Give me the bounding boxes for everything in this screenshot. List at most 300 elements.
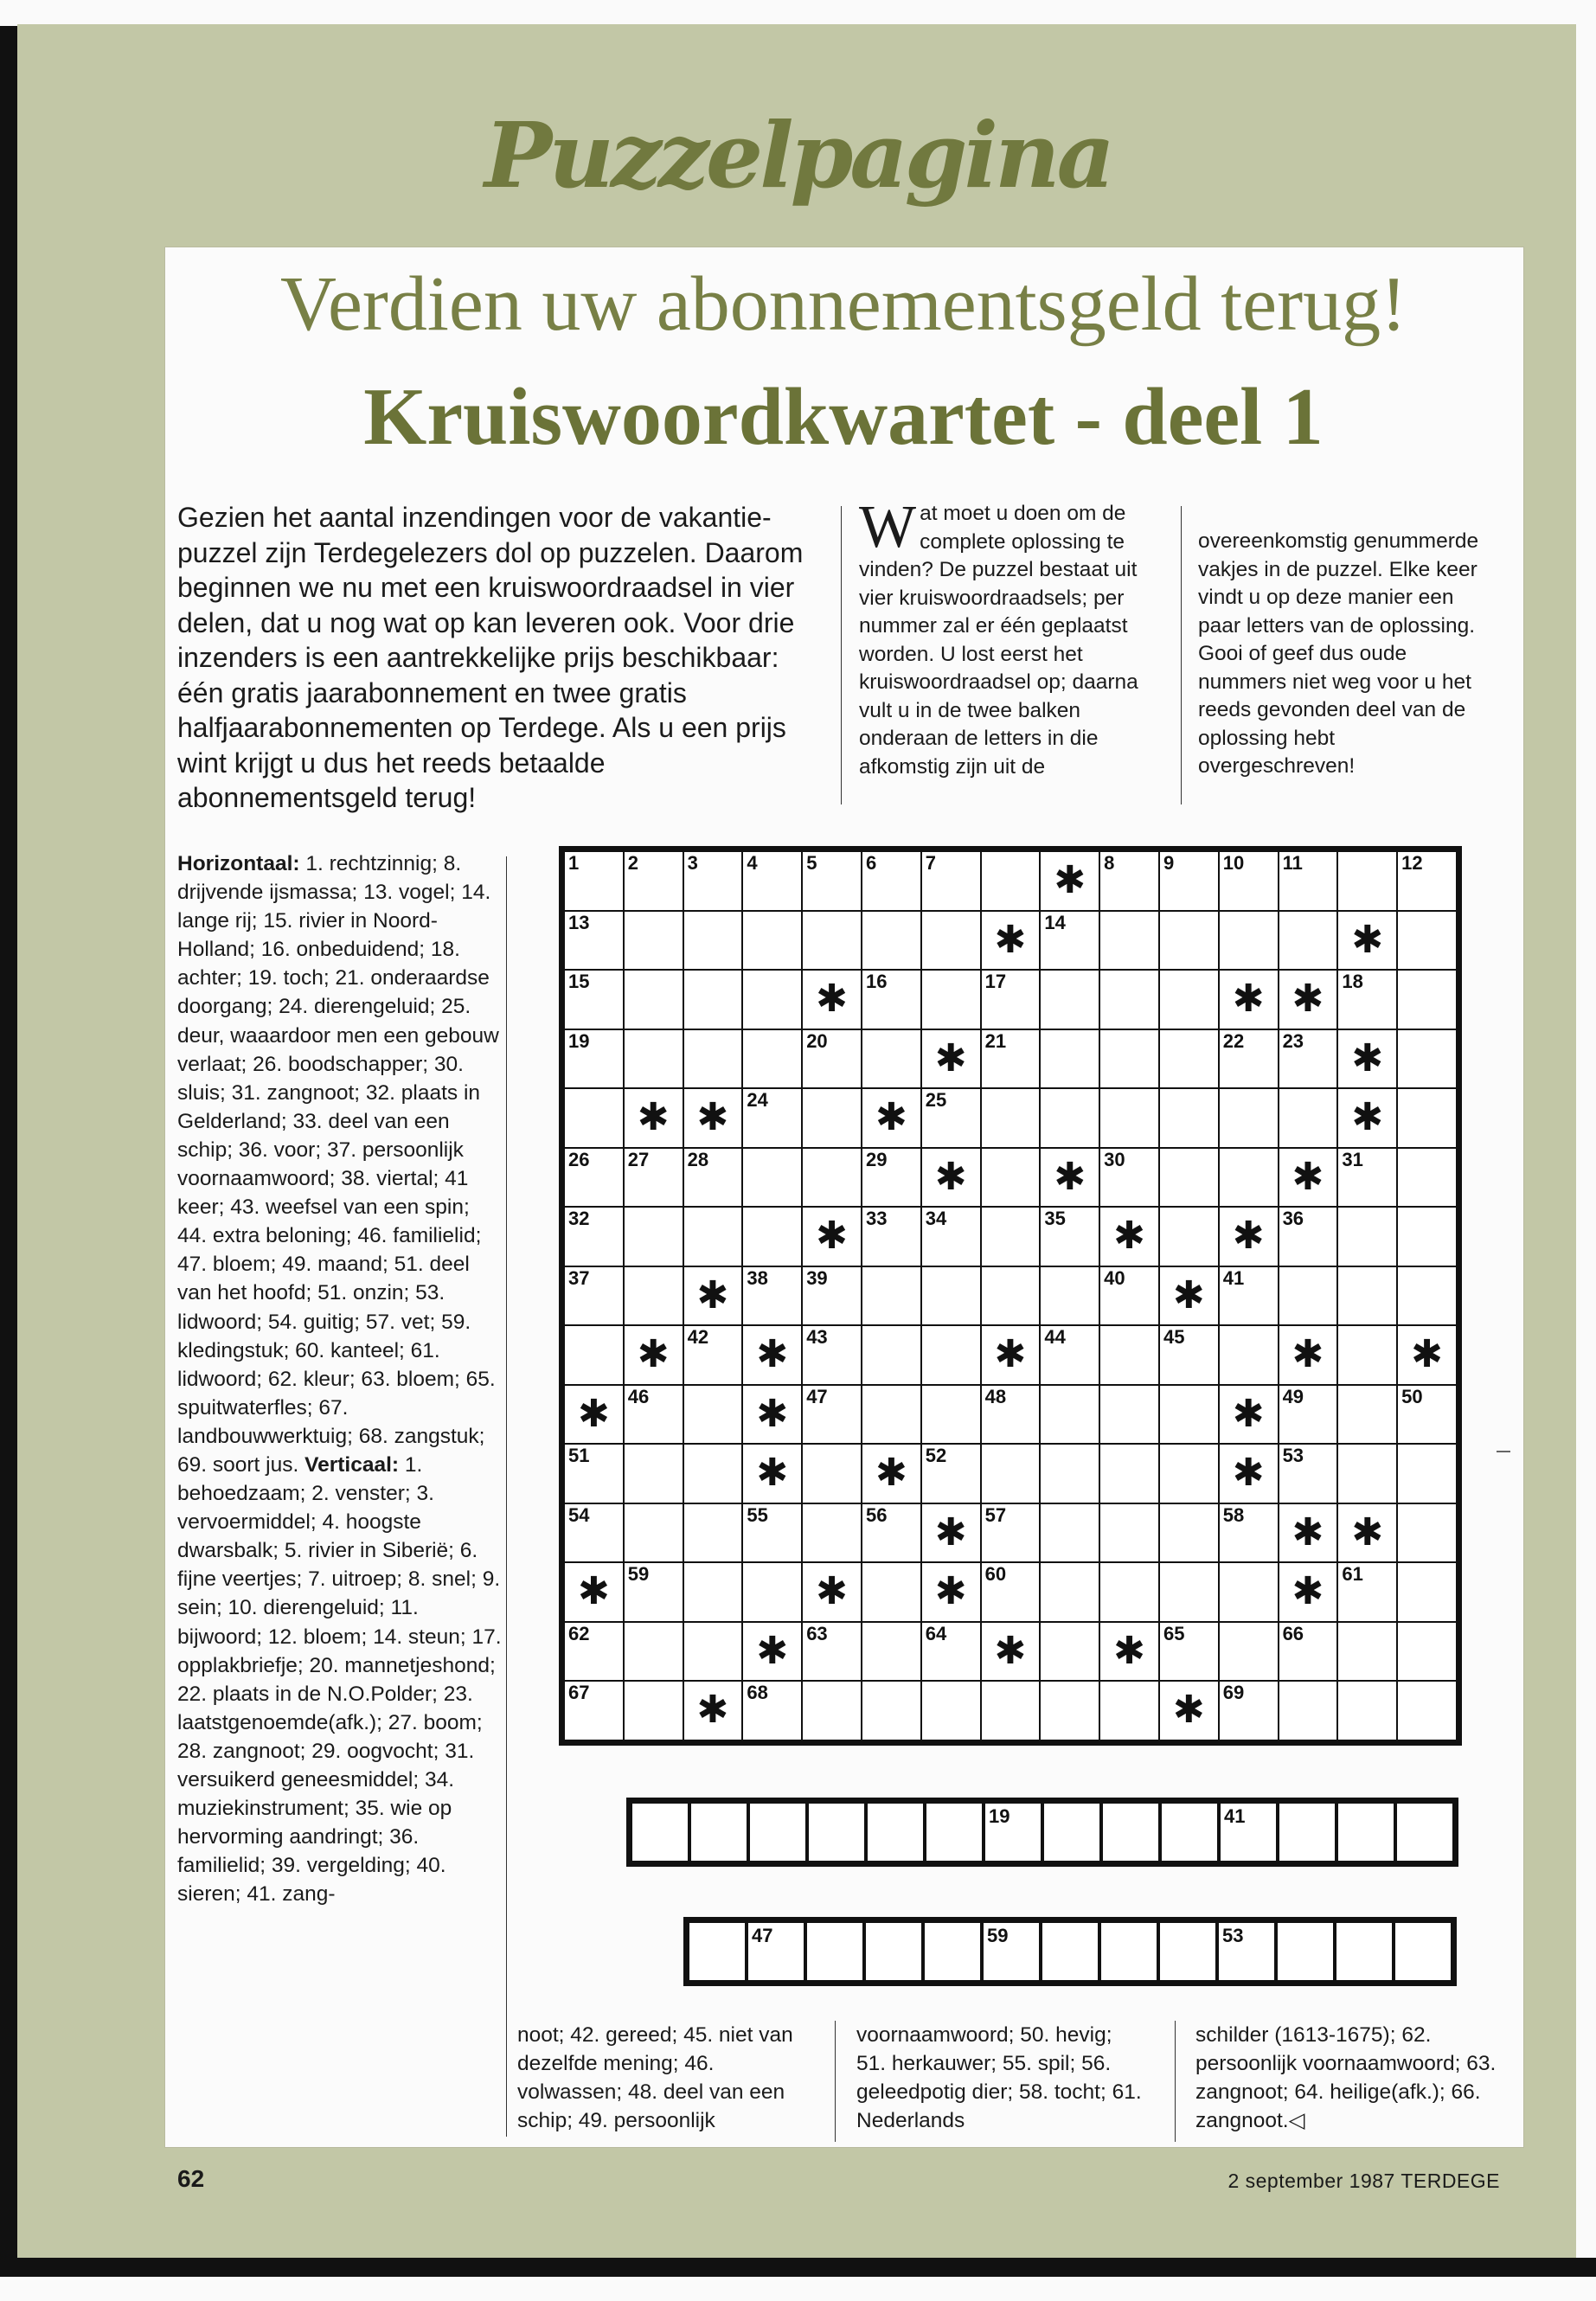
grid-cell[interactable] — [1041, 1445, 1099, 1503]
grid-cell[interactable] — [1100, 1386, 1158, 1444]
grid-cell[interactable] — [1338, 1267, 1396, 1325]
grid-cell[interactable] — [1338, 1623, 1396, 1681]
grid-cell[interactable] — [1160, 1030, 1218, 1088]
grid-cell[interactable] — [1279, 1386, 1337, 1444]
grid-cell[interactable] — [1398, 1208, 1456, 1266]
grid-cell[interactable] — [625, 1682, 683, 1740]
grid-cell[interactable] — [1160, 1089, 1218, 1147]
solution-cell[interactable] — [926, 1804, 982, 1861]
grid-cell[interactable] — [1160, 1208, 1218, 1266]
grid-cell[interactable] — [922, 1445, 980, 1503]
grid-cell[interactable] — [1041, 1030, 1099, 1088]
grid-cell[interactable] — [684, 852, 742, 910]
grid-cell[interactable] — [625, 912, 683, 970]
intro-text: Gezien het aantal inzendingen voor de vakantie-puzzel zijn Terdegelezers dol op puzzelen. Daarom beginnen we nu met een kruiswoordraadsel in vier delen, dat u nog wat op kan leveren ook. Voor drie inzenders is een aantrekkelijke prijs beschikbaar: één gratis jaarabonnement en twee gratis halfjaarabonnementen op Terdege. Als u een prijs wint krijgt u dus het reeds betaalde abonnementsgeld terug! — [177, 502, 804, 813]
grid-cell[interactable] — [982, 1149, 1040, 1207]
grid-cell[interactable] — [625, 1563, 683, 1621]
grid-cell[interactable] — [803, 1030, 861, 1088]
cell-number: 3 — [687, 852, 698, 874]
blocked-cell — [1100, 1623, 1158, 1681]
blocked-cell — [1220, 1208, 1278, 1266]
grid-cell[interactable] — [625, 971, 683, 1029]
grid-cell[interactable] — [684, 1149, 742, 1207]
grid-cell[interactable] — [743, 1563, 801, 1621]
grid-cell[interactable] — [1160, 852, 1218, 910]
blocked-cell — [803, 1563, 861, 1621]
grid-cell[interactable] — [1338, 1386, 1396, 1444]
grid-cell[interactable] — [1160, 1149, 1218, 1207]
grid-cell[interactable] — [1338, 1326, 1396, 1384]
asterisk-icon: ✱ — [1232, 1452, 1265, 1494]
grid-cell[interactable] — [565, 1682, 623, 1740]
clues-continuation-3: schilder (1613-1675); 62. persoonlijk voornaamwoord; 63. zangnoot; 64. heilige(afk.); 66. zangnoot.◁ — [1195, 2023, 1497, 2133]
cell-number: 12 — [1401, 852, 1423, 874]
grid-cell[interactable] — [982, 1445, 1040, 1503]
grid-cell[interactable] — [1398, 1386, 1456, 1444]
grid-cell[interactable] — [982, 971, 1040, 1029]
grid-cell[interactable] — [1279, 1030, 1337, 1088]
grid-cell[interactable] — [1220, 1326, 1278, 1384]
grid-cell[interactable] — [1041, 1563, 1099, 1621]
grid-cell[interactable] — [1279, 1267, 1337, 1325]
blocked-cell — [1398, 1326, 1456, 1384]
grid-cell[interactable] — [1100, 1504, 1158, 1562]
grid-cell[interactable] — [1160, 1504, 1218, 1562]
grid-cell[interactable] — [1160, 1563, 1218, 1621]
blocked-cell — [1279, 1504, 1337, 1562]
grid-cell[interactable] — [982, 1267, 1040, 1325]
clues-continuation-1: noot; 42. gereed; 45. niet van dezelfde mening; 46. volwassen; 48. deel van een schip; 49. persoonlijk — [517, 2023, 793, 2133]
grid-cell[interactable] — [922, 1208, 980, 1266]
solution-cell[interactable] — [1397, 1804, 1452, 1861]
grid-cell[interactable] — [982, 1682, 1040, 1740]
grid-cell[interactable] — [743, 1267, 801, 1325]
cell-number: 10 — [1222, 852, 1245, 874]
grid-cell[interactable] — [922, 852, 980, 910]
grid-cell[interactable] — [743, 852, 801, 910]
grid-cell[interactable] — [1398, 1682, 1456, 1740]
grid-cell[interactable] — [684, 1030, 742, 1088]
grid-cell[interactable] — [803, 912, 861, 970]
grid-cell[interactable] — [684, 1326, 742, 1384]
column-divider — [506, 856, 507, 2137]
grid-cell[interactable] — [565, 1267, 623, 1325]
solution-cell[interactable] — [868, 1804, 923, 1861]
grid-cell[interactable] — [1279, 1682, 1337, 1740]
grid-cell[interactable] — [803, 1682, 861, 1740]
cell-number: 55 — [747, 1503, 768, 1526]
solution-cell-number: 47 — [752, 1925, 773, 1946]
solution-cell[interactable] — [691, 1804, 747, 1861]
grid-cell[interactable] — [1338, 1682, 1396, 1740]
cell-number: 27 — [627, 1148, 650, 1170]
grid-cell[interactable] — [743, 1504, 801, 1562]
solution-bar-2 — [683, 1917, 1457, 1986]
grid-cell[interactable] — [1220, 1682, 1278, 1740]
grid-cell[interactable] — [565, 1030, 623, 1088]
cell-number: 33 — [865, 1208, 888, 1229]
grid-cell[interactable] — [862, 1623, 920, 1681]
asterisk-icon: ✱ — [934, 1570, 967, 1612]
grid-cell[interactable] — [743, 912, 801, 970]
solution-cell[interactable] — [689, 1923, 745, 1980]
grid-cell[interactable] — [862, 1386, 920, 1444]
blocked-cell — [743, 1386, 801, 1444]
grid-cell[interactable] — [1338, 971, 1396, 1029]
grid-cell[interactable] — [1279, 1089, 1337, 1147]
grid-cell[interactable] — [565, 1445, 623, 1503]
grid-cell[interactable] — [1279, 1623, 1337, 1681]
asterisk-icon: ✱ — [1054, 1155, 1086, 1198]
grid-cell[interactable] — [1279, 1445, 1337, 1503]
cell-number: 52 — [925, 1445, 947, 1466]
grid-cell[interactable] — [625, 1267, 683, 1325]
grid-cell[interactable] — [1338, 852, 1396, 910]
solution-cell[interactable] — [1278, 1923, 1333, 1980]
asterisk-icon: ✱ — [816, 977, 849, 1020]
cell-number: 11 — [1282, 852, 1303, 874]
grid-cell[interactable] — [862, 852, 920, 910]
grid-cell[interactable] — [922, 1326, 980, 1384]
grid-cell[interactable] — [1398, 1089, 1456, 1147]
solution-cell-number: 59 — [987, 1925, 1009, 1946]
grid-cell[interactable] — [862, 1504, 920, 1562]
grid-cell[interactable] — [1398, 852, 1456, 910]
grid-cell[interactable] — [1220, 1089, 1278, 1147]
cell-number: 19 — [568, 1029, 590, 1052]
grid-cell[interactable] — [803, 1386, 861, 1444]
grid-cell[interactable] — [625, 1504, 683, 1562]
grid-cell[interactable] — [1220, 912, 1278, 970]
grid-cell[interactable] — [1041, 1623, 1099, 1681]
solution-cell[interactable] — [750, 1804, 805, 1861]
horizontal-clues: 1. rechtzinnig; 8. drijvende ijsmassa; 13. vogel; 14. lange rij; 15. rivier in Noord-Holland; 16. onbeduidend; 18. achter; 19. toch; 21. onderaardse doorgang; 24. dierengeluid; 25. deur, waaardoor men een gebouw verlaat; 26. boodschapper; 30. sluis; 31. zangnoot; 32. plaats in Gelderland; 33. deel van een schip; 36. voor; 37. persoonlijk voornaamwoord; 38. viertal; 41 keer; 43. weefsel van een spin; 44. extra beloning; 46. familielid; 47. bloem; 49. maand; 51. deel van het hoofd; 51. onzin; 53. lidwoord; 54. guitig; 57. vet; 59. kledingstuk; 60. kanteel; 61. lidwoord; 62. kleur; 63. bloem; 65. spuitwaterfles; 67. landbouwwerktuig; 68. zangstuk; 69. soort jus. — [177, 852, 499, 1477]
grid-cell[interactable] — [803, 1267, 861, 1325]
grid-cell[interactable] — [684, 971, 742, 1029]
cell-number: 2 — [627, 852, 639, 874]
grid-cell[interactable] — [1279, 1208, 1337, 1266]
grid-cell[interactable] — [1160, 912, 1218, 970]
solution-cell[interactable] — [807, 1923, 862, 1980]
grid-cell[interactable] — [1160, 1623, 1218, 1681]
grid-cell[interactable] — [982, 1386, 1040, 1444]
grid-cell[interactable] — [922, 912, 980, 970]
grid-cell[interactable] — [1160, 1386, 1218, 1444]
grid-cell[interactable] — [743, 971, 801, 1029]
blocked-cell — [565, 1563, 623, 1621]
blocked-cell — [565, 1386, 623, 1444]
clues-column — [177, 849, 504, 1908]
blocked-cell — [982, 912, 1040, 970]
cell-number: 7 — [925, 852, 937, 874]
cell-number: 18 — [1342, 971, 1363, 992]
grid-cell[interactable] — [922, 1089, 980, 1147]
grid-cell[interactable] — [743, 1149, 801, 1207]
grid-cell[interactable] — [803, 1089, 861, 1147]
grid-cell[interactable] — [1398, 1623, 1456, 1681]
grid-cell[interactable] — [1100, 852, 1158, 910]
solution-cell[interactable] — [1160, 1923, 1215, 1980]
grid-cell[interactable] — [1100, 1563, 1158, 1621]
grid-cell[interactable] — [1100, 971, 1158, 1029]
howto-text-2: overeenkomstig genummerde vakjes in de puzzel. Elke keer vindt u op deze manier een paar letters van de oplossing. Gooi of geef dus oude nummers niet weg voor u het reeds gevonden deel van de oplossing hebt overgeschreven! — [1198, 529, 1479, 778]
scan-edge-bottom — [0, 2258, 1596, 2277]
grid-cell[interactable] — [862, 1149, 920, 1207]
grid-cell[interactable] — [1338, 1149, 1396, 1207]
grid-cell[interactable] — [862, 1563, 920, 1621]
grid-cell[interactable] — [1220, 1623, 1278, 1681]
grid-cell[interactable] — [982, 1208, 1040, 1266]
blocked-cell — [1160, 1682, 1218, 1740]
grid-cell[interactable] — [684, 1208, 742, 1266]
solution-cell[interactable] — [1279, 1804, 1335, 1861]
grid-cell[interactable] — [1041, 1504, 1099, 1562]
grid-cell[interactable] — [862, 971, 920, 1029]
grid-cell[interactable] — [625, 1030, 683, 1088]
grid-cell[interactable] — [1398, 971, 1456, 1029]
asterisk-icon: ✱ — [875, 1452, 907, 1494]
grid-cell[interactable] — [1041, 1386, 1099, 1444]
grid-cell[interactable] — [1100, 1267, 1158, 1325]
grid-cell[interactable] — [862, 1326, 920, 1384]
grid-cell[interactable] — [803, 1504, 861, 1562]
grid-cell[interactable] — [684, 1623, 742, 1681]
cell-number: 34 — [925, 1208, 947, 1229]
grid-cell[interactable] — [1160, 1445, 1218, 1503]
solution-cell[interactable] — [1338, 1804, 1394, 1861]
asterisk-icon: ✱ — [1232, 977, 1265, 1020]
grid-cell[interactable] — [565, 1089, 623, 1147]
grid-cell[interactable] — [1338, 1208, 1396, 1266]
grid-cell[interactable] — [565, 1326, 623, 1384]
solution-cell[interactable] — [985, 1804, 1041, 1861]
blocked-cell — [1279, 1149, 1337, 1207]
grid-cell[interactable] — [1398, 1149, 1456, 1207]
grid-cell[interactable] — [565, 1208, 623, 1266]
grid-cell[interactable] — [862, 1682, 920, 1740]
cell-number: 64 — [925, 1622, 947, 1644]
asterisk-icon: ✱ — [1054, 859, 1086, 901]
asterisk-icon: ✱ — [1172, 1273, 1205, 1317]
grid-cell[interactable] — [1100, 1089, 1158, 1147]
clues-continuation-2: voornaamwoord; 50. hevig; 51. herkauwer; 55. spil; 56. geleedpotig dier; 58. tocht; 61. Nederlands — [856, 2023, 1142, 2133]
grid-cell[interactable] — [1398, 1563, 1456, 1621]
blocked-cell — [1338, 912, 1396, 970]
blocked-cell — [1338, 1504, 1396, 1562]
cell-number: 13 — [568, 911, 590, 933]
grid-cell[interactable] — [565, 1149, 623, 1207]
grid-cell[interactable] — [1041, 1326, 1099, 1384]
solution-cell[interactable] — [1103, 1804, 1158, 1861]
cell-number: 69 — [1222, 1682, 1245, 1703]
asterisk-icon: ✱ — [756, 1333, 789, 1375]
solution-cell[interactable] — [748, 1923, 804, 1980]
grid-cell[interactable] — [1100, 1445, 1158, 1503]
grid-cell[interactable] — [1338, 1563, 1396, 1621]
asterisk-icon: ✱ — [816, 1215, 849, 1257]
grid-cell[interactable] — [1100, 912, 1158, 970]
cell-number: 9 — [1163, 852, 1175, 874]
cell-number: 68 — [747, 1682, 768, 1703]
grid-cell[interactable] — [743, 1089, 801, 1147]
grid-cell[interactable] — [625, 1208, 683, 1266]
vertical-clues: 1. behoedzaam; 2. venster; 3. vervoermiddel; 4. hoogste dwarsbalk; 5. rivier in Siberië; 6. fijne veertjes; 7. uitroep; 8. snel; 9. sein; 10. dierengeluid; 11. bijwoord; 12. bloem; 14. steun; 17. opplakbriefje; 20. mannetjeshond; 22. plaats in de N.O.Polder; 23. laatstgenoemde(afk.); 27. boom; 28. zangnoot; 29. oogvocht; 31. versuikerd geneesmiddel; 34. muziekinstrument; 35. wie op hervorming aandringt; 36. familielid; 39. vergelding; 40. sieren; 41. zang- — [177, 1452, 502, 1907]
blocked-cell — [862, 1445, 920, 1503]
grid-cell[interactable] — [1220, 852, 1278, 910]
cell-number: 40 — [1104, 1266, 1125, 1289]
grid-cell[interactable] — [565, 852, 623, 910]
asterisk-icon: ✱ — [875, 1096, 907, 1138]
grid-cell[interactable] — [1220, 1030, 1278, 1088]
grid-cell[interactable] — [1220, 1267, 1278, 1325]
asterisk-icon: ✱ — [1292, 1155, 1324, 1198]
grid-cell[interactable] — [684, 1386, 742, 1444]
grid-cell[interactable] — [1398, 1445, 1456, 1503]
blocked-cell — [1220, 1445, 1278, 1503]
grid-cell[interactable] — [684, 912, 742, 970]
grid-cell[interactable] — [1398, 1030, 1456, 1088]
grid-cell[interactable] — [982, 1030, 1040, 1088]
grid-cell[interactable] — [565, 1623, 623, 1681]
asterisk-icon: ✱ — [696, 1273, 729, 1317]
grid-cell[interactable] — [743, 1030, 801, 1088]
grid-cell[interactable] — [862, 912, 920, 970]
grid-cell[interactable] — [1160, 971, 1218, 1029]
solution-cell[interactable] — [1395, 1923, 1451, 1980]
solution-cell[interactable] — [1101, 1923, 1157, 1980]
howto-text-1: at moet u doen om de complete oplossing te vinden? De puzzel bestaat uit vier kruiswoordraadsels; per nummer zal er één geplaatst worden. U lost eerst het kruiswoordraadsel op; daarna vult u in de twee balken onderaan de letters in die afkomstig zijn uit de — [859, 502, 1138, 779]
asterisk-icon: ✱ — [637, 1096, 670, 1138]
cell-number: 28 — [687, 1148, 709, 1170]
grid-cell[interactable] — [982, 1504, 1040, 1562]
grid-cell[interactable] — [1398, 912, 1456, 970]
grid-cell[interactable] — [1041, 912, 1099, 970]
grid-cell[interactable] — [922, 1386, 980, 1444]
cell-number: 67 — [568, 1682, 590, 1703]
grid-cell[interactable] — [1041, 1089, 1099, 1147]
solution-cell[interactable] — [1219, 1923, 1274, 1980]
grid-cell[interactable] — [803, 1149, 861, 1207]
grid-cell[interactable] — [684, 1563, 742, 1621]
grid-cell[interactable] — [1279, 852, 1337, 910]
grid-cell[interactable] — [1279, 912, 1337, 970]
blocked-cell — [862, 1089, 920, 1147]
solution-cell[interactable] — [1221, 1804, 1276, 1861]
grid-cell[interactable] — [803, 1326, 861, 1384]
grid-cell[interactable] — [684, 1445, 742, 1503]
grid-cell[interactable] — [565, 971, 623, 1029]
grid-cell[interactable] — [625, 1623, 683, 1681]
asterisk-icon: ✱ — [1351, 1096, 1384, 1138]
grid-cell[interactable] — [982, 852, 1040, 910]
solution-cell[interactable] — [809, 1804, 864, 1861]
grid-cell[interactable] — [1338, 1445, 1396, 1503]
asterisk-icon: ✱ — [1292, 1570, 1324, 1612]
grid-cell[interactable] — [922, 971, 980, 1029]
grid-cell[interactable] — [922, 1623, 980, 1681]
cell-number: 50 — [1401, 1385, 1423, 1407]
asterisk-icon: ✱ — [816, 1570, 849, 1612]
grid-cell[interactable] — [625, 1149, 683, 1207]
cell-number: 45 — [1163, 1326, 1185, 1348]
grid-cell[interactable] — [862, 1208, 920, 1266]
grid-cell[interactable] — [862, 1267, 920, 1325]
blocked-cell — [922, 1563, 980, 1621]
solution-cell[interactable] — [1042, 1923, 1098, 1980]
grid-cell[interactable] — [1100, 1326, 1158, 1384]
blocked-cell — [803, 971, 861, 1029]
grid-cell[interactable] — [1398, 1267, 1456, 1325]
blocked-cell — [1041, 1149, 1099, 1207]
solution-cell[interactable] — [866, 1923, 921, 1980]
cell-number: 58 — [1222, 1503, 1245, 1526]
asterisk-icon: ✱ — [1232, 1215, 1265, 1257]
asterisk-icon: ✱ — [1113, 1215, 1145, 1257]
blocked-cell — [1041, 852, 1099, 910]
grid-cell[interactable] — [625, 1445, 683, 1503]
grid-cell[interactable] — [1041, 1208, 1099, 1266]
asterisk-icon: ✱ — [696, 1689, 729, 1731]
grid-cell[interactable] — [625, 1386, 683, 1444]
cell-number: 4 — [747, 852, 758, 874]
grid-cell[interactable] — [1041, 971, 1099, 1029]
solution-cell[interactable] — [1044, 1804, 1099, 1861]
grid-cell[interactable] — [1220, 1149, 1278, 1207]
solution-cell[interactable] — [925, 1923, 980, 1980]
grid-cell[interactable] — [743, 1682, 801, 1740]
grid-cell[interactable] — [1041, 1682, 1099, 1740]
grid-cell[interactable] — [1160, 1326, 1218, 1384]
grid-cell[interactable] — [1100, 1682, 1158, 1740]
grid-cell[interactable] — [743, 1208, 801, 1266]
cell-number: 63 — [806, 1622, 828, 1644]
grid-cell[interactable] — [803, 1445, 861, 1503]
solution-cell[interactable] — [1336, 1923, 1392, 1980]
cell-number: 47 — [806, 1385, 828, 1407]
grid-cell[interactable] — [862, 1030, 920, 1088]
cell-number: 17 — [984, 971, 1007, 992]
grid-cell[interactable] — [1220, 1504, 1278, 1562]
solution-cell[interactable] — [1162, 1804, 1217, 1861]
grid-cell[interactable] — [1100, 1149, 1158, 1207]
grid-cell[interactable] — [982, 1563, 1040, 1621]
cell-number: 46 — [627, 1385, 650, 1407]
grid-cell[interactable] — [922, 1682, 980, 1740]
blocked-cell — [1220, 971, 1278, 1029]
grid-cell[interactable] — [1041, 1267, 1099, 1325]
asterisk-icon: ✱ — [1351, 918, 1384, 961]
grid-cell[interactable] — [565, 912, 623, 970]
grid-cell[interactable] — [803, 852, 861, 910]
solution-cell[interactable] — [632, 1804, 688, 1861]
headline-line1: Verdien uw abonnementsgeld terug! — [279, 261, 1407, 347]
grid-cell[interactable] — [922, 1267, 980, 1325]
cell-number: 22 — [1222, 1029, 1245, 1052]
solution-cell[interactable] — [984, 1923, 1039, 1980]
grid-cell[interactable] — [565, 1504, 623, 1562]
grid-cell[interactable] — [1220, 1563, 1278, 1621]
grid-cell[interactable] — [1398, 1504, 1456, 1562]
margin-mark — [1497, 1451, 1510, 1452]
grid-cell[interactable] — [803, 1623, 861, 1681]
asterisk-icon: ✱ — [577, 1392, 610, 1435]
grid-cell[interactable] — [625, 852, 683, 910]
cell-number: 37 — [568, 1266, 590, 1289]
grid-cell[interactable] — [684, 1504, 742, 1562]
cell-number: 60 — [984, 1563, 1007, 1585]
grid-cell[interactable] — [982, 1089, 1040, 1147]
grid-cell[interactable] — [1100, 1030, 1158, 1088]
